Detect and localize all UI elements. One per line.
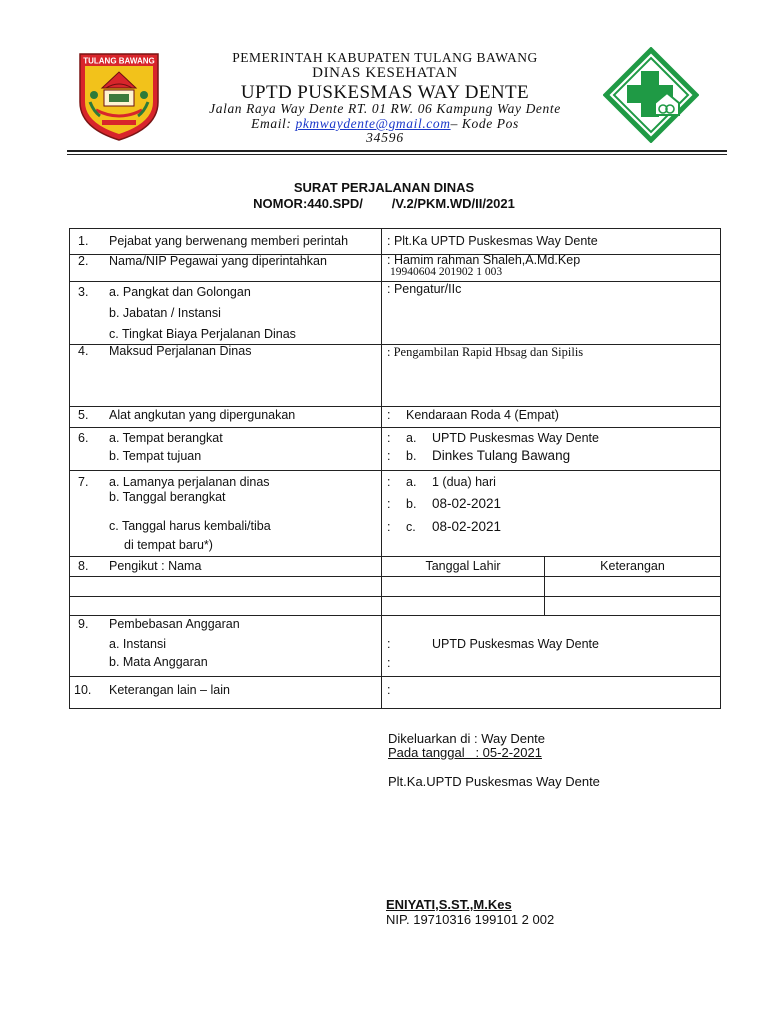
row7-key-a: a. — [406, 475, 417, 489]
issued-on: Pada tanggal : 05-2-2021 — [388, 745, 542, 760]
signer-nip: NIP. 19710316 199101 2 002 — [386, 912, 555, 927]
issued-at: Dikeluarkan di : Way Dente — [388, 731, 546, 746]
row6-key-b: b. — [406, 449, 417, 463]
row5-value: Kendaraan Roda 4 (Empat) — [406, 408, 559, 422]
row8b-right — [544, 576, 721, 597]
document-number: NOMOR:440.SPD/ /V.2/PKM.WD/II/2021 — [253, 196, 515, 211]
row4-value: : Pengambilan Rapid Hbsag dan Sipilis — [387, 345, 584, 359]
row8c-mid — [381, 596, 545, 616]
row9-label-a: a. Instansi — [109, 637, 166, 651]
header-department: DINAS KESEHATAN — [312, 65, 458, 81]
row6-key-a: a. — [406, 431, 417, 445]
row6-label-a: a. Tempat berangkat — [109, 431, 223, 445]
header-rule-thin — [67, 154, 727, 155]
row10-colon: : — [387, 683, 391, 697]
row8-label: Pengikut : Nama — [109, 559, 202, 573]
row6-colon-b: : — [387, 449, 391, 463]
row6-number: 6. — [78, 431, 89, 445]
document-title: SURAT PERJALANAN DINAS — [293, 180, 475, 195]
row3-label-c: c. Tingkat Biaya Perjalanan Dinas — [109, 327, 296, 341]
row7-value-b: 08-02-2021 — [432, 496, 502, 511]
row2-label: Nama/NIP Pegawai yang diperintahkan — [109, 254, 327, 268]
header-institution: UPTD PUSKESMAS WAY DENTE — [240, 82, 530, 103]
row7-key-c: c. — [406, 520, 416, 534]
row9-value-a: UPTD Puskesmas Way Dente — [432, 637, 599, 651]
row8-number: 8. — [78, 559, 89, 573]
row3-value: : Pengatur/IIc — [387, 282, 462, 296]
header-government: PEMERINTAH KABUPATEN TULANG BAWANG — [232, 50, 538, 65]
row7-key-b: b. — [406, 497, 417, 511]
row2-value: : Hamim rahman Shaleh,A.Md.Kep — [387, 253, 581, 267]
row3-label-b: b. Jabatan / Instansi — [109, 306, 221, 320]
row3-label-a: a. Pangkat dan Golongan — [109, 285, 251, 299]
row7-label-b: b. Tanggal berangkat — [109, 490, 226, 504]
row7-colon-b: : — [387, 497, 391, 511]
row7-colon-c: : — [387, 520, 391, 534]
email-label: Email: — [251, 116, 292, 131]
postal-label: – Kode Pos — [450, 116, 519, 131]
row9-colon-b: : — [387, 656, 391, 670]
row10-label: Keterangan lain – lain — [109, 683, 230, 697]
row1-number: 1. — [78, 234, 89, 248]
row6-label-b: b. Tempat tujuan — [109, 449, 202, 463]
row8-col-notes: Keterangan — [600, 559, 665, 573]
row1-value: : Plt.Ka UPTD Puskesmas Way Dente — [387, 234, 598, 248]
row10-right — [381, 676, 721, 709]
row7-value-c: 08-02-2021 — [432, 519, 502, 534]
signer-name: ENIYATI,S.ST.,M.Kes — [386, 897, 512, 912]
row4-number: 4. — [78, 344, 89, 358]
row9-colon-a: : — [387, 637, 391, 651]
row7-label-c: c. Tanggal harus kembali/tiba — [109, 519, 271, 533]
row10-number: 10. — [74, 683, 92, 697]
row4-label: Maksud Perjalanan Dinas — [109, 344, 252, 358]
row8b-mid — [381, 576, 545, 597]
row5-label: Alat angkutan yang dipergunakan — [109, 408, 296, 422]
row7-label-c2: di tempat baru*) — [124, 538, 213, 552]
row2-nip: 19940604 201902 1 003 — [390, 266, 503, 278]
row6-value-a: UPTD Puskesmas Way Dente — [432, 431, 599, 445]
header-address: Jalan Raya Way Dente RT. 01 RW. 06 Kampung Way Dente — [209, 101, 561, 116]
row7-label-a: a. Lamanya perjalanan dinas — [109, 475, 270, 489]
row7-value-a: 1 (dua) hari — [432, 475, 496, 489]
row9-number: 9. — [78, 617, 89, 631]
row1-label: Pejabat yang berwenang memberi perintah — [109, 234, 349, 248]
postal-code: 34596 — [366, 130, 404, 145]
row9-label: Pembebasan Anggaran — [109, 617, 240, 631]
row8c-left — [69, 596, 382, 616]
row6-colon-a: : — [387, 431, 391, 445]
header-rule-thick — [67, 150, 727, 152]
row3-number: 3. — [78, 285, 89, 299]
row9-label-b: b. Mata Anggaran — [109, 655, 208, 669]
email-link[interactable]: pkmwaydente@gmail.com — [295, 116, 451, 131]
row2-number: 2. — [78, 254, 89, 268]
row8c-right — [544, 596, 721, 616]
signer-position: Plt.Ka.UPTD Puskesmas Way Dente — [388, 774, 600, 789]
row5-colon: : — [387, 408, 391, 422]
row8b-left — [69, 576, 382, 597]
row5-number: 5. — [78, 408, 89, 422]
svg-text:TULANG BAWANG: TULANG BAWANG — [83, 56, 155, 66]
row8-col-birthdate: Tanggal Lahir — [425, 559, 501, 573]
row7-number: 7. — [78, 475, 89, 489]
row6-value-b: Dinkes Tulang Bawang — [432, 448, 571, 463]
row7-colon-a: : — [387, 475, 391, 489]
